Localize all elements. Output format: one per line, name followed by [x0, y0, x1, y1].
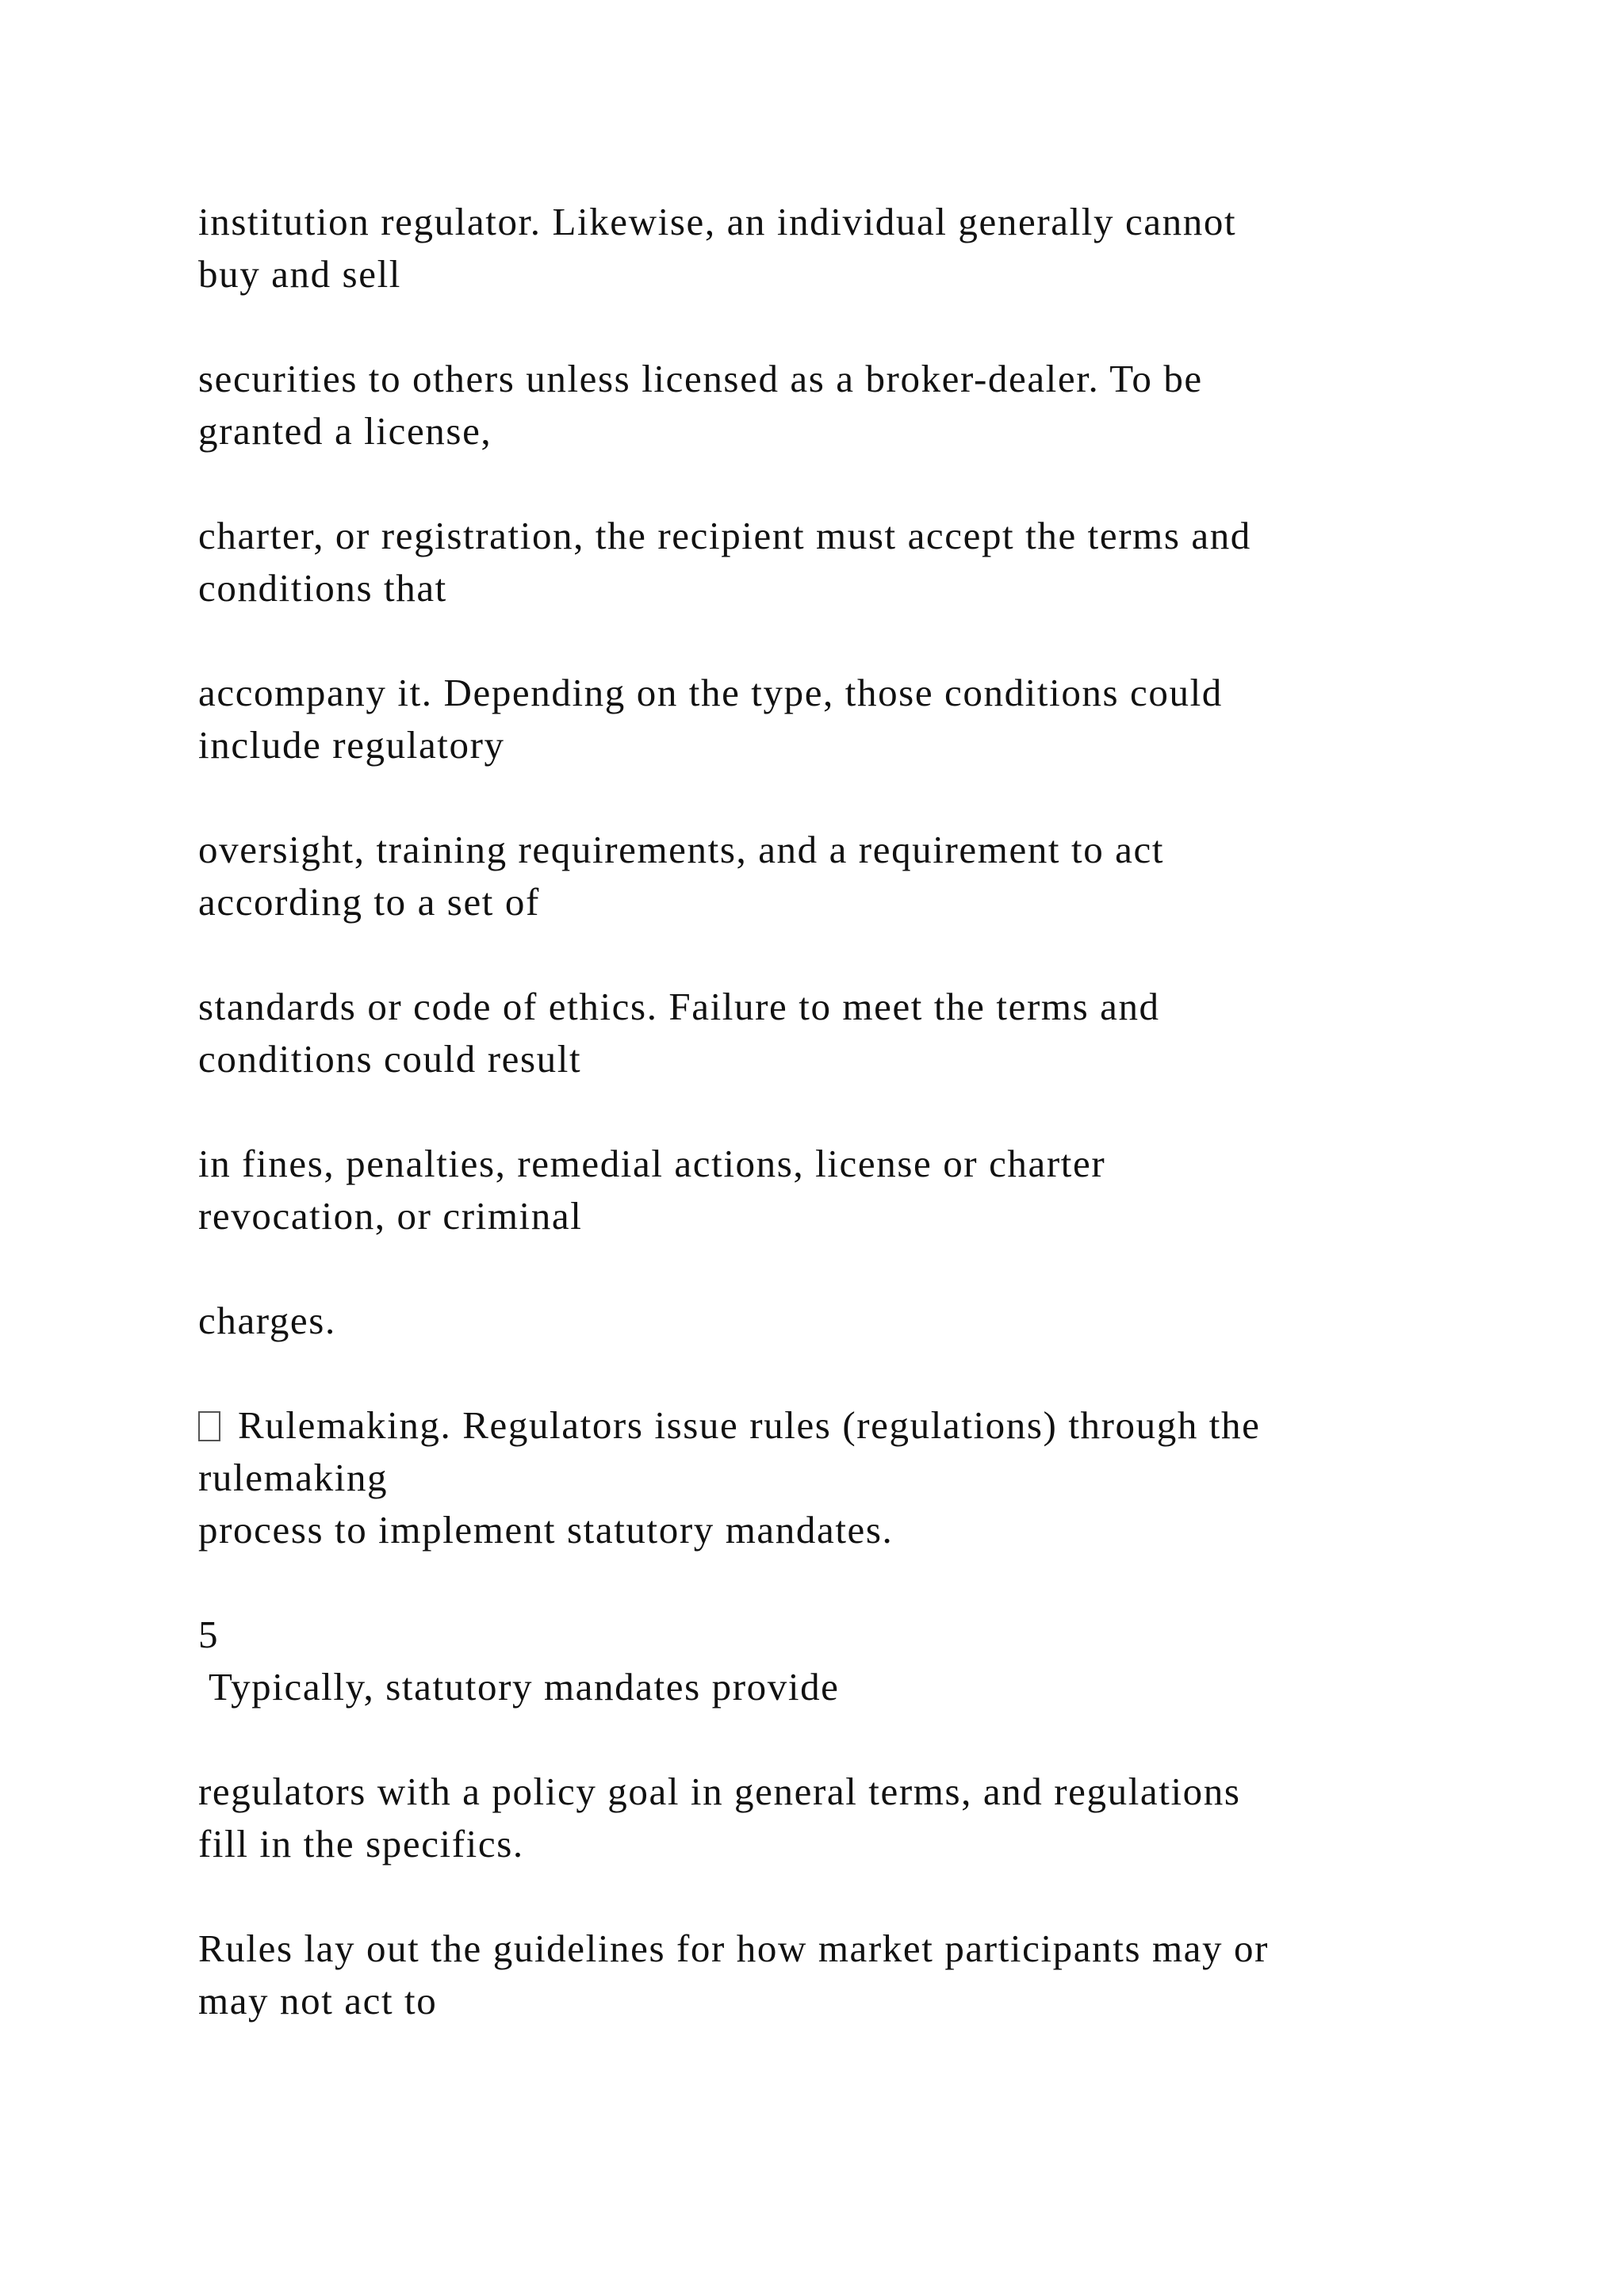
text-line: include regulatory [198, 723, 505, 767]
text-line: conditions that [198, 566, 447, 610]
footnote-number: 5 [198, 1613, 220, 1656]
text-line: granted a license, [198, 409, 492, 453]
missing-glyph-box-icon [198, 1411, 220, 1441]
text-line: charges. [198, 1299, 336, 1342]
text-line: may not act to [198, 1979, 438, 2022]
bullet-line [198, 1402, 1260, 1449]
text-line: buy and sell [198, 252, 401, 296]
bullet-text: Rulemaking. Regulators issue rules (regulations) through the [238, 1403, 1261, 1447]
text-line: conditions could result [198, 1037, 582, 1081]
text-line: Typically, statutory mandates provide [198, 1665, 840, 1709]
text-line: in fines, penalties, remedial actions, license or charter [198, 1142, 1106, 1185]
text-line: revocation, or criminal [198, 1194, 583, 1238]
text-line: fill in the specifics. [198, 1822, 524, 1866]
text-line: institution regulator. Likewise, an individual generally cannot [198, 200, 1237, 243]
text-line: regulators with a policy goal in general terms, and regulations [198, 1770, 1241, 1813]
text-line: accompany it. Depending on the type, those conditions could [198, 671, 1223, 714]
text-line: oversight, training requirements, and a requirement to act [198, 828, 1165, 871]
text-line: rulemaking [198, 1456, 389, 1499]
text-line: charter, or registration, the recipient must accept the terms and [198, 514, 1251, 557]
text-line: according to a set of [198, 880, 540, 924]
text-line: process to implement statutory mandates. [198, 1508, 894, 1552]
text-line: Rules lay out the guidelines for how market participants may or [198, 1927, 1269, 1970]
text-line: securities to others unless licensed as a broker-dealer. To be [198, 357, 1203, 400]
text-line: standards or code of ethics. Failure to meet the terms and [198, 985, 1160, 1028]
